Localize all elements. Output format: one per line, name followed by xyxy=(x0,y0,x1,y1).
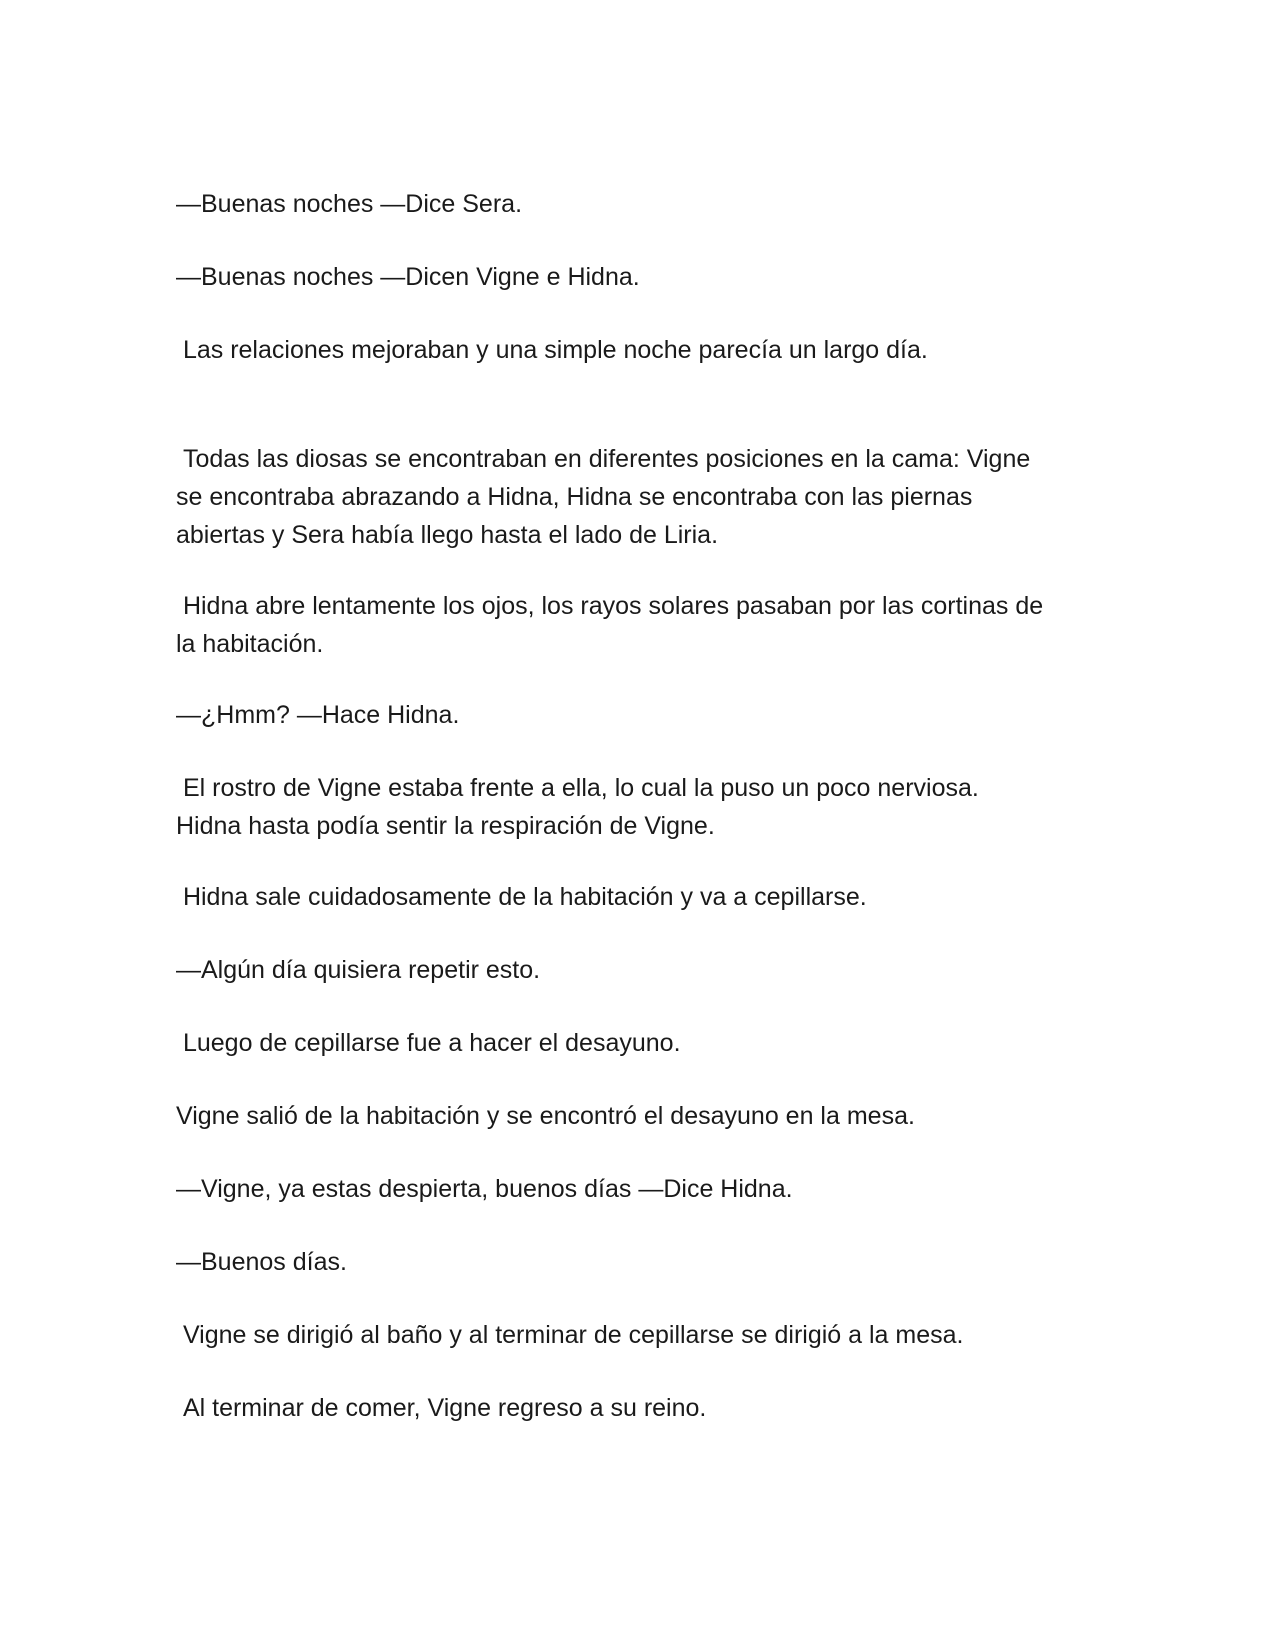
paragraph-3: Las relaciones mejoraban y una simple noche parecía un largo día. xyxy=(176,336,928,364)
paragraph-4: Todas las diosas se encontraban en diferentes posiciones en la cama: Vigne se encontraba abrazando a Hidna, Hidna se encontraba con las piernas abiertas y Sera había llego hasta el lado de Liria. xyxy=(176,445,1031,549)
paragraph-11: Vigne salió de la habitación y se encontró el desayuno en la mesa. xyxy=(176,1102,915,1130)
paragraph-8: Hidna sale cuidadosamente de la habitación y va a cepillarse. xyxy=(176,883,867,911)
paragraph-9: —Algún día quisiera repetir esto. xyxy=(176,956,541,984)
paragraph-7: El rostro de Vigne estaba frente a ella, lo cual la puso un poco nerviosa. Hidna hasta podía sentir la respiración de Vigne. xyxy=(176,774,979,840)
paragraph-10: Luego de cepillarse fue a hacer el desayuno. xyxy=(176,1029,681,1057)
paragraph-5: Hidna abre lentamente los ojos, los rayos solares pasaban por las cortinas de la habitación. xyxy=(176,592,1044,658)
paragraph-6: —¿Hmm? —Hace Hidna. xyxy=(176,701,460,729)
paragraph-15: Al terminar de comer, Vigne regreso a su reino. xyxy=(176,1394,707,1422)
paragraph-13: —Buenos días. xyxy=(176,1248,347,1276)
paragraph-14: Vigne se dirigió al baño y al terminar de cepillarse se dirigió a la mesa. xyxy=(176,1321,964,1349)
paragraph-12: —Vigne, ya estas despierta, buenos días —Dice Hidna. xyxy=(176,1175,793,1203)
paragraph-2: —Buenas noches —Dicen Vigne e Hidna. xyxy=(176,263,640,291)
paragraph-1: —Buenas noches —Dice Sera. xyxy=(176,190,523,218)
